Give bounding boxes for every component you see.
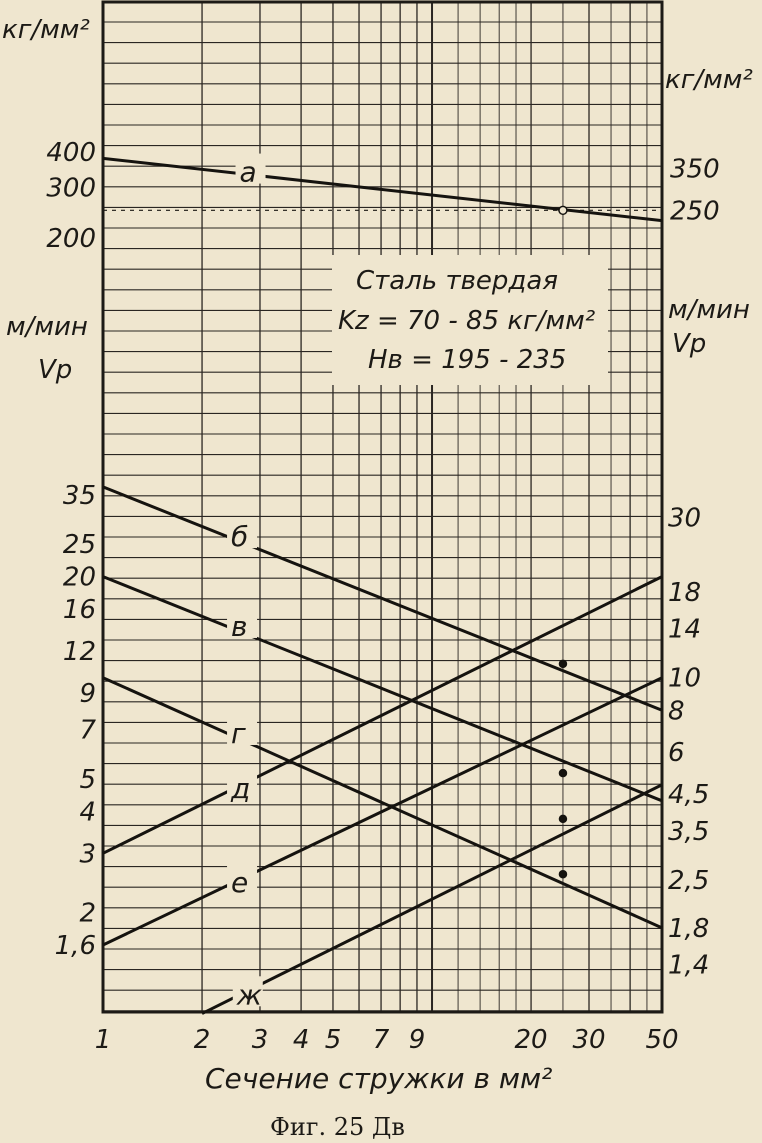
left-bottom-tick-label: 16 xyxy=(62,595,96,626)
right-bottom-tick-label: 8 xyxy=(668,696,685,727)
annotation-material: Сталь твердая xyxy=(356,266,558,296)
series-label-е: е xyxy=(231,865,249,899)
x-tick-label: 1 xyxy=(94,1025,112,1055)
x-tick-label: 3 xyxy=(251,1025,269,1055)
x-tick-label: 5 xyxy=(324,1025,342,1055)
marker-а xyxy=(559,206,567,214)
left-bottom-tick-label: 25 xyxy=(62,530,96,561)
left-bottom-tick-label: 5 xyxy=(79,764,96,795)
left-bottom-tick-label: 12 xyxy=(62,637,96,668)
left-top-unit: кг/мм² xyxy=(2,15,90,45)
right-bottom-tick-label: 18 xyxy=(668,577,702,608)
right-bottom-tick-label: 30 xyxy=(668,503,702,534)
left-bottom-unit: м/мин xyxy=(6,312,88,342)
marker-г xyxy=(559,871,566,878)
right-top-tick-label: 350 xyxy=(670,154,720,185)
right-bottom-tick-label: 14 xyxy=(668,614,702,645)
right-bottom-symbol: Vр xyxy=(672,329,707,359)
right-bottom-tick-label: 4,5 xyxy=(668,780,710,811)
right-bottom-tick-label: 1,8 xyxy=(668,913,710,944)
series-line-а xyxy=(103,155,662,220)
grid xyxy=(103,2,662,1012)
marker-в xyxy=(559,770,566,777)
right-bottom-tick-label: 1,4 xyxy=(668,950,710,981)
x-tick-label: 9 xyxy=(408,1025,426,1055)
series-label-а: а xyxy=(239,155,257,189)
right-top-unit: кг/мм² xyxy=(665,65,753,95)
left-top-tick-label: 400 xyxy=(46,138,96,168)
left-bottom-tick-label: 4 xyxy=(79,797,96,828)
x-tick-label: 4 xyxy=(292,1025,310,1055)
marker-е xyxy=(559,815,566,822)
left-bottom-tick-label: 2 xyxy=(79,898,96,929)
series-label-ж: ж xyxy=(236,978,262,1012)
left-bottom-tick-label: 1,6 xyxy=(54,931,96,961)
x-tick-label: 50 xyxy=(645,1025,679,1055)
left-top-tick-label: 200 xyxy=(46,224,96,254)
x-axis-title: Сечение стружки в мм² xyxy=(205,1062,553,1095)
left-bottom-tick-label: 35 xyxy=(62,481,96,511)
figure-caption: Фиг. 25 Дв xyxy=(270,1113,405,1141)
right-bottom-tick-label: 6 xyxy=(668,738,685,769)
annotation-hb: Hв = 195 - 235 xyxy=(368,345,567,375)
x-tick-label: 30 xyxy=(572,1025,606,1055)
series-label-в: в xyxy=(231,609,248,643)
marker-б xyxy=(559,660,566,667)
annotation-kz: Kz = 70 - 85 кг/мм² xyxy=(338,306,596,336)
x-tick-label: 2 xyxy=(193,1025,211,1055)
series-label-д: д xyxy=(231,771,251,805)
left-bottom-tick-label: 7 xyxy=(79,715,96,746)
left-bottom-tick-label: 3 xyxy=(79,839,96,870)
series-label-г: г xyxy=(231,717,246,751)
left-bottom-tick-label: 20 xyxy=(62,562,96,593)
right-bottom-unit: м/мин xyxy=(668,295,750,325)
right-bottom-tick-label: 3,5 xyxy=(668,816,710,847)
right-bottom-tick-label: 10 xyxy=(668,663,702,694)
left-bottom-symbol: Vр xyxy=(38,355,73,385)
right-bottom-tick-label: 2,5 xyxy=(668,865,710,896)
right-top-tick-label: 250 xyxy=(670,196,720,227)
x-tick-label: 20 xyxy=(514,1025,548,1055)
left-top-tick-label: 300 xyxy=(46,173,96,204)
plot-border xyxy=(103,2,662,1012)
x-tick-label: 7 xyxy=(372,1025,390,1055)
left-bottom-tick-label: 9 xyxy=(79,679,96,710)
series-label-б: б xyxy=(231,520,249,554)
series-line-в xyxy=(103,577,662,801)
plot-frame xyxy=(103,2,662,1012)
